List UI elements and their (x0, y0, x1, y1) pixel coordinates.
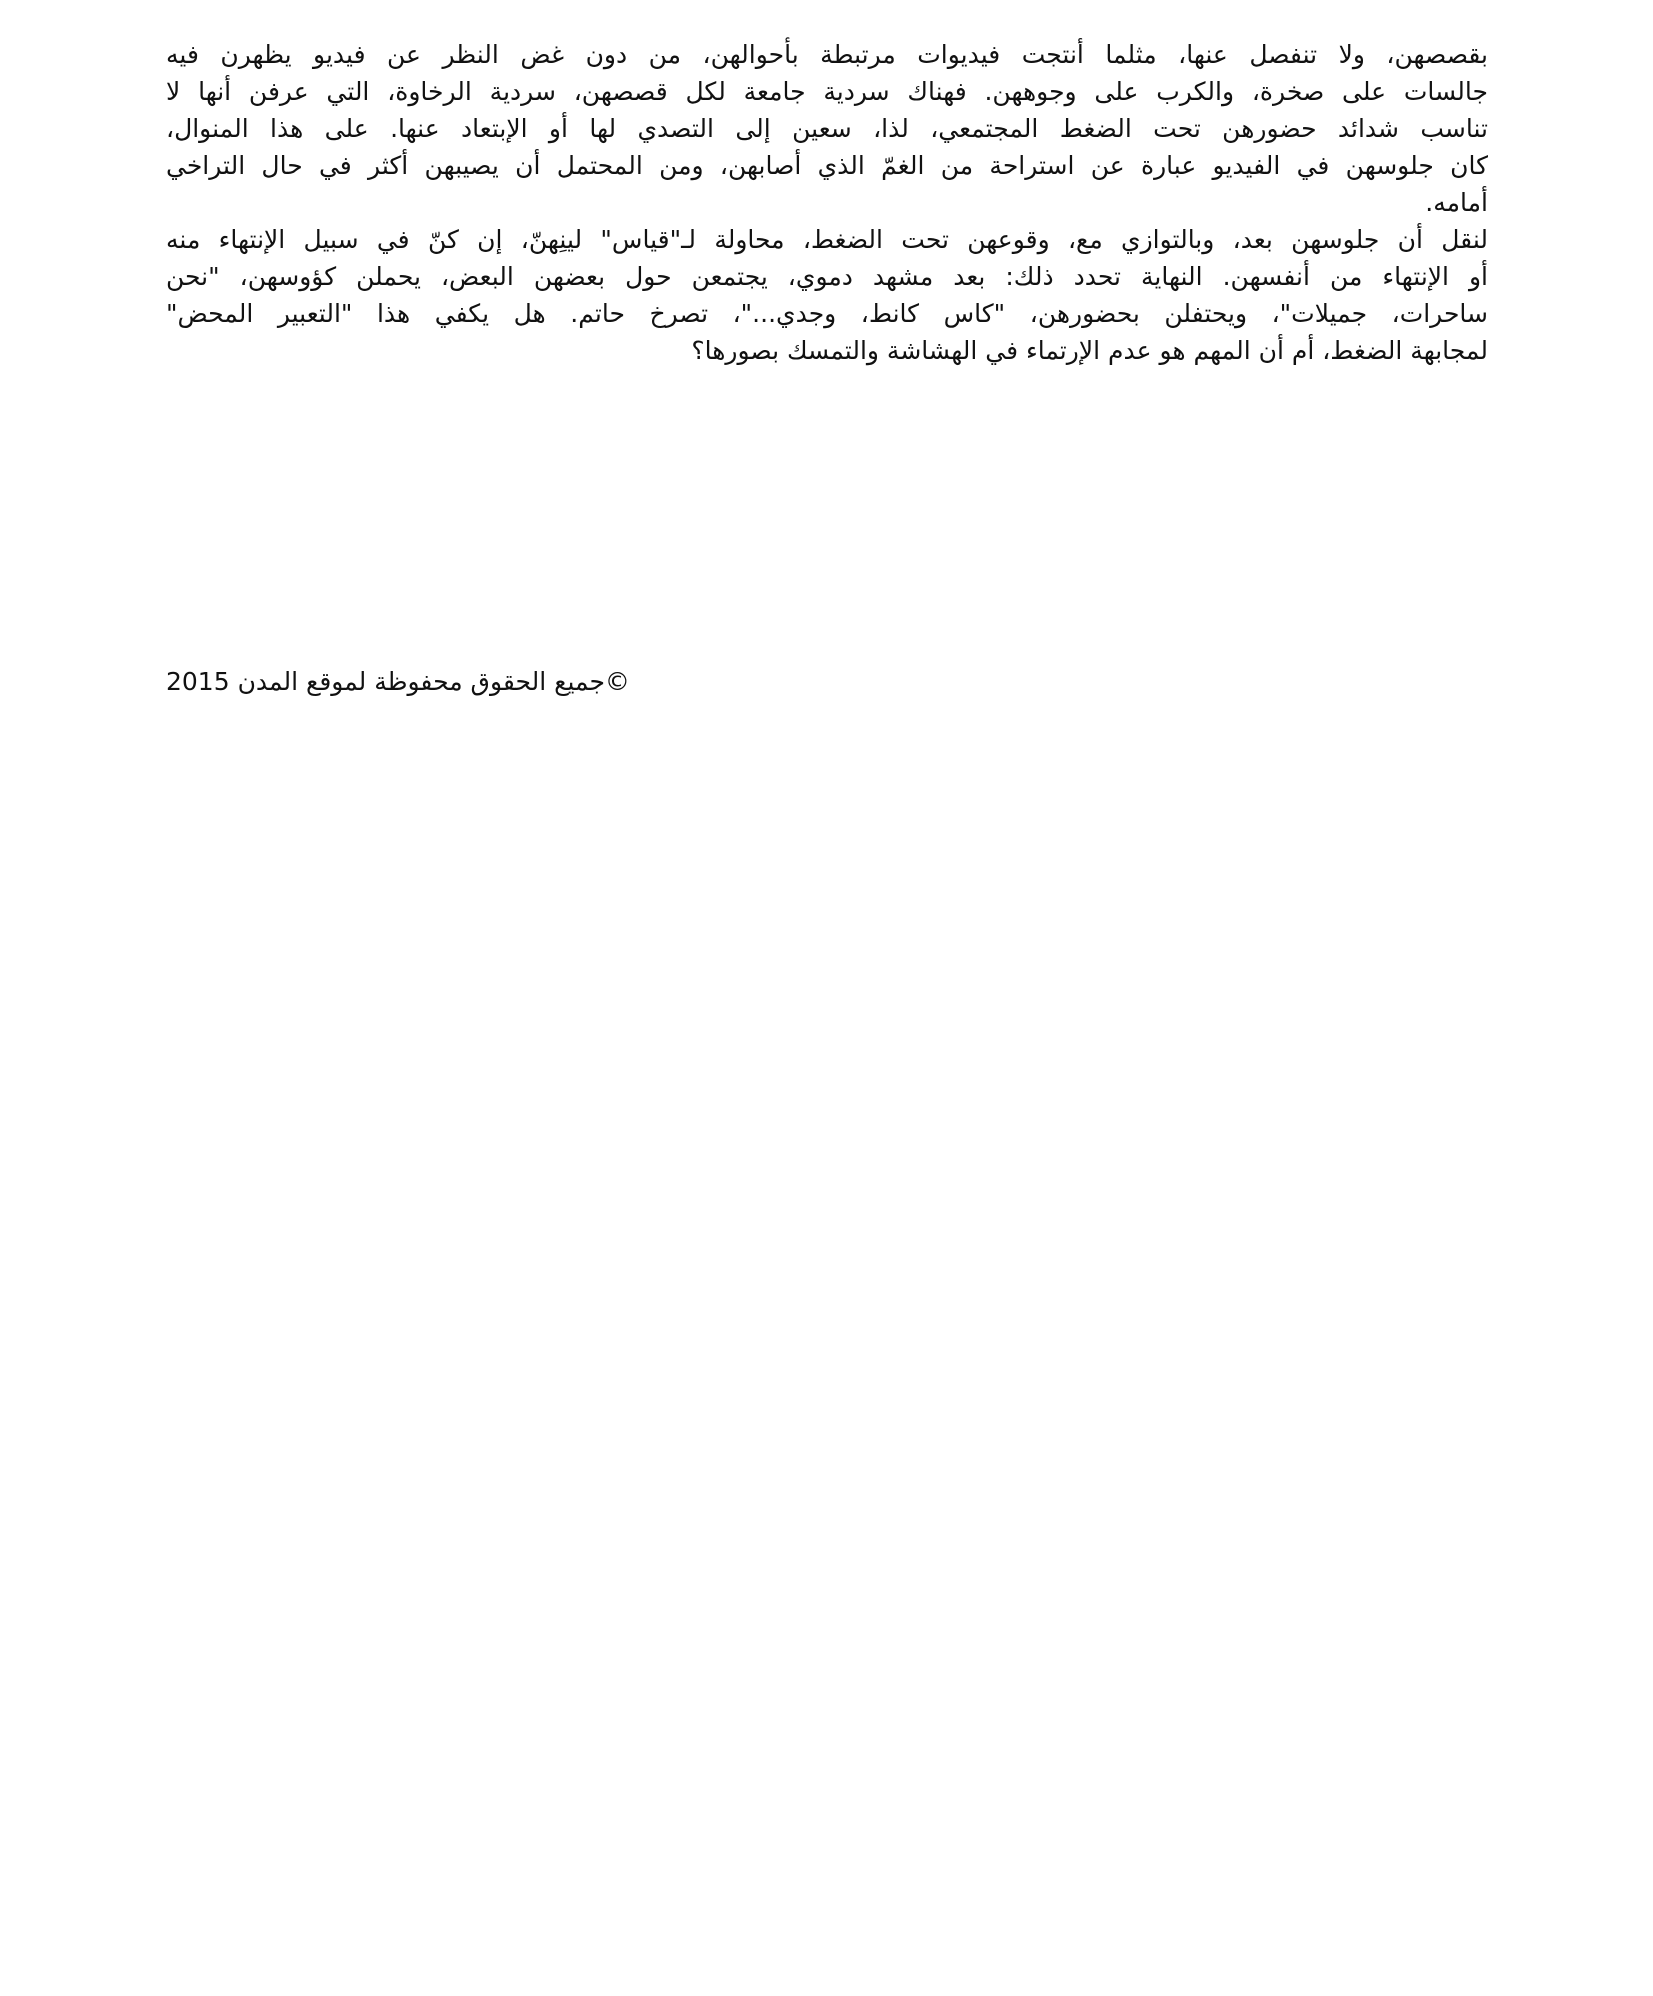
paragraph-1 (166, 36, 1488, 221)
paragraph-line: لمجابهة الضغط، أم أن المهم هو عدم الإرتماء في الهشاشة والتمسك بصورها؟ (691, 336, 1488, 365)
paragraph-line: كان جلوسهن في الفيديو عبارة عن استراحة من الغمّ الذي أصابهن، ومن المحتمل أن يصيبهن أكثر في حال التراخي (166, 151, 1488, 180)
paragraph-line: أو الإنتهاء من أنفسهن. النهاية تحدد ذلك: بعد مشهد دموي، يجتمعن حول بعضهن البعض، يحملن كؤوسهن، "نحن (166, 262, 1488, 291)
paragraph-line: تناسب شدائد حضورهن تحت الضغط المجتمعي، لذا، سعين إلى التصدي لها أو الإبتعاد عنها. على هذا المنوال، (166, 114, 1488, 143)
copyright-notice: ©جميع الحقوق محفوظة لموقع المدن 2015 (166, 667, 630, 696)
article-body (166, 36, 1488, 369)
paragraph-line: ساحرات، جميلات"، ويحتفلن بحضورهن، "كاس كانط، وجدي..."، تصرخ حاتم. هل يكفي هذا "التعبير المحض" (166, 299, 1488, 328)
paragraph-2 (166, 221, 1488, 369)
paragraph-line: جالسات على صخرة، والكرب على وجوههن. فهناك سردية جامعة لكل قصصهن، سردية الرخاوة، التي عرفن أنها لا (166, 77, 1488, 106)
paragraph-line: بقصصهن، ولا تنفصل عنها، مثلما أنتجت فيديوات مرتبطة بأحوالهن، من دون غض النظر عن فيديو يظهرن فيه (166, 40, 1488, 69)
paragraph-line: أمامه. (1425, 188, 1488, 217)
paragraph-line: لنقل أن جلوسهن بعد، وبالتوازي مع، وقوعهن تحت الضغط، محاولة لـ"قياس" لينِهنّ، إن كنّ في سبيل الإنتهاء منه (166, 225, 1488, 254)
